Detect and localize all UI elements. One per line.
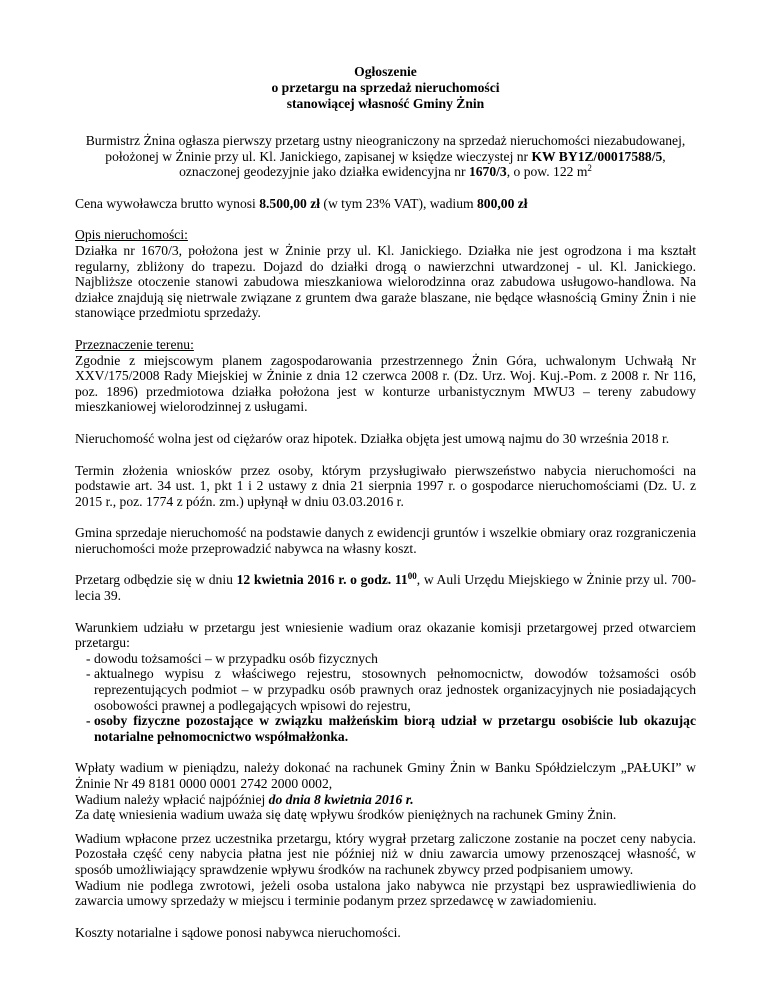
purpose-section [75,337,696,415]
intro-paragraph [75,133,696,180]
auction-text: Przetarg odbędzie się w dniu [75,572,237,588]
description-body: Działka nr 1670/3, położona jest w Żninie przy ul. Kl. Janickiego. Działka nie jest ogrodzona i ma kształt regularny, zbliżony do trapezu. Dojazd do działki drogą o nawierzchni utwardzonej - ul. Kl. Janickiego. Najbliższe otoczenie stanowi zabudowa mieszkaniowa wielorodzinna oraz zabudowa usługowo-handlowa. Na działce znajdują się nietrwale związane z gruntem dwa garaże blaszane, nie będące własnością Gminy Żnin i nie stanowiące przedmiotu sprzedaży. [75,242,696,321]
priority-paragraph: Termin złożenia wniosków przez osoby, którym przysługiwało pierwszeństwo nabycia nieruchomości na podstawie art. 34 ust. 1, pkt 1 i 2 ustawy z dnia 21 sierpnia 1997 r. o gospodarce nieruchomościami (Dz. U. z 2015 r., poz. 1774 z późn. zm.) upłynął w dniu 03.03.2016 r. [75,462,696,509]
announcement-document [75,64,696,956]
intro-text: Burmistrz Żnina ogłasza pierwszy przetarg ustny nieograniczony na sprzedaż nieruchomości niezabudowanej, położonej w Żninie przy ul. Kl. Janickiego, zapisanej w księdze wieczystej nr [85,133,686,164]
description-heading: Opis nieruchomości: [75,227,188,243]
registry-paragraph: Gmina sprzedaje nieruchomość na podstawie danych z ewidencji gruntów i wszelkie obmiary oraz rozgraniczenia nieruchomości może przeprowadzić nabywca na własny koszt. [75,525,696,556]
conditions-list-item: - osoby fizyczne pozostające w związku małżeńskim biorą udział w przetargu osobiście lub okazując notarialne pełnomocnictwo współmałżonka. [75,713,696,744]
price-paragraph [75,196,696,212]
purpose-body: Zgodnie z miejscowym planem zagospodarowania przestrzennego Żnin Góra, uchwalonym Uchwałą Nr XXV/175/2008 Rady Miejskiej w Żninie z dnia 12 czerwca 2008 r. (Dz. Urz. Woj. Kuj.-Pom. z 2008 r. Nr 116, poz. 1896) przedmiotowa działka położona jest w konturze urbanistycznym MWU3 – tereny zabudowy mieszkaniowej wielorodzinnej z usługami. [75,352,696,415]
intro-text-3: , o pow. 122 m [506,164,588,180]
payment-account-text: Wpłaty wadium w pieniądzu, należy dokonać na rachunek Gminy Żnin w Banku Spółdzielczym „PAŁUKI” w Żninie Nr 49 8181 0000 0001 2742 2000 0002, [75,760,696,791]
area-unit-superscript: 2 [587,163,592,174]
conditions-list-item: - dowodu tożsamości – w przypadku osób fizycznych [75,651,696,667]
conditions-list [75,651,696,745]
title-line-1: Ogłoszenie [354,64,417,79]
costs-paragraph: Koszty notarialne i sądowe ponosi nabywca nieruchomości. [75,924,401,940]
plot-number: 1670/3 [468,164,507,180]
conditions-list-item: - aktualnego wypisu z właściwego rejestru, stosownych pełnomocnictw, dowodów tożsamości osób reprezentujących podmiot – w przypadku osób prawnych oraz jednostek organizacyjnych nie posiadających osobowości prawnej a podlegających wpisowi do rejestru, [75,666,696,713]
purpose-heading: Przeznaczenie terenu: [75,336,194,352]
auction-text-2: , w Auli Urzędu Miejskiego w Żninie przy ul. 700-lecia 39. [75,572,697,604]
payment-date-rule: Za datę wniesienia wadium uważa się datę wpływu środków pieniężnych na rachunek Gminy Żnin. [75,807,617,823]
auction-paragraph [75,572,696,603]
title-line-2: o przetargu na sprzedaż nieruchomości [271,80,500,95]
deposit-amount: 800,00 zł [476,195,528,211]
deposit-rules-section [75,831,696,909]
land-register-number: KW BY1Z/00017588/5 [531,148,663,164]
price-text: Cena wywoławcza brutto wynosi [75,195,260,211]
auction-date-text: 12 kwietnia 2016 r. o godz. 11 [236,572,408,588]
title-line-3: stanowiącej własność Gminy Żnin [286,96,485,111]
conditions-intro: Warunkiem udziału w przetargu jest wniesienie wadium oraz okazanie komisji przetargowej przed otwarciem przetargu: [75,619,696,651]
starting-price: 8.500,00 zł [259,195,321,211]
deposit-rule-1: Wadium wpłacone przez uczestnika przetargu, który wygrał przetarg zaliczone zostanie na poczet ceny nabycia. Pozostała część ceny nabycia płatna jest nie później niż w dniu zawarcia umowy przenoszącej własność, w sposób umożliwiający sprawdzenie wpływu środków na rachunek zbywcy przed podpisaniem umowy. [75,830,696,877]
conditions-section [75,620,696,745]
payment-section [75,760,696,822]
payment-deadline: do dnia 8 kwietnia 2016 r. [268,791,414,807]
description-section [75,227,696,321]
announcement-title [75,64,696,112]
encumbrance-paragraph: Nieruchomość wolna jest od ciężarów oraz hipotek. Działka objęta jest umową najmu do 30 września 2018 r. [75,430,670,446]
payment-deadline-text: Wadium należy wpłacić najpóźniej [75,791,269,807]
price-text-2: (w tym 23% VAT), wadium [320,195,477,211]
deposit-rule-2: Wadium nie podlega zwrotowi, jeżeli osoba ustalona jako nabywca nie przystąpi bez usprawiedliwienia do zawarcia umowy sprzedaży w miejscu i terminie podanym przez sprzedawcę w zawiadomieniu. [75,877,696,909]
intro-text-2: , oznaczonej geodezyjnie jako działka ewidencyjna nr [179,148,666,180]
auction-time-minutes: 00 [407,571,417,582]
auction-date [237,572,417,587]
